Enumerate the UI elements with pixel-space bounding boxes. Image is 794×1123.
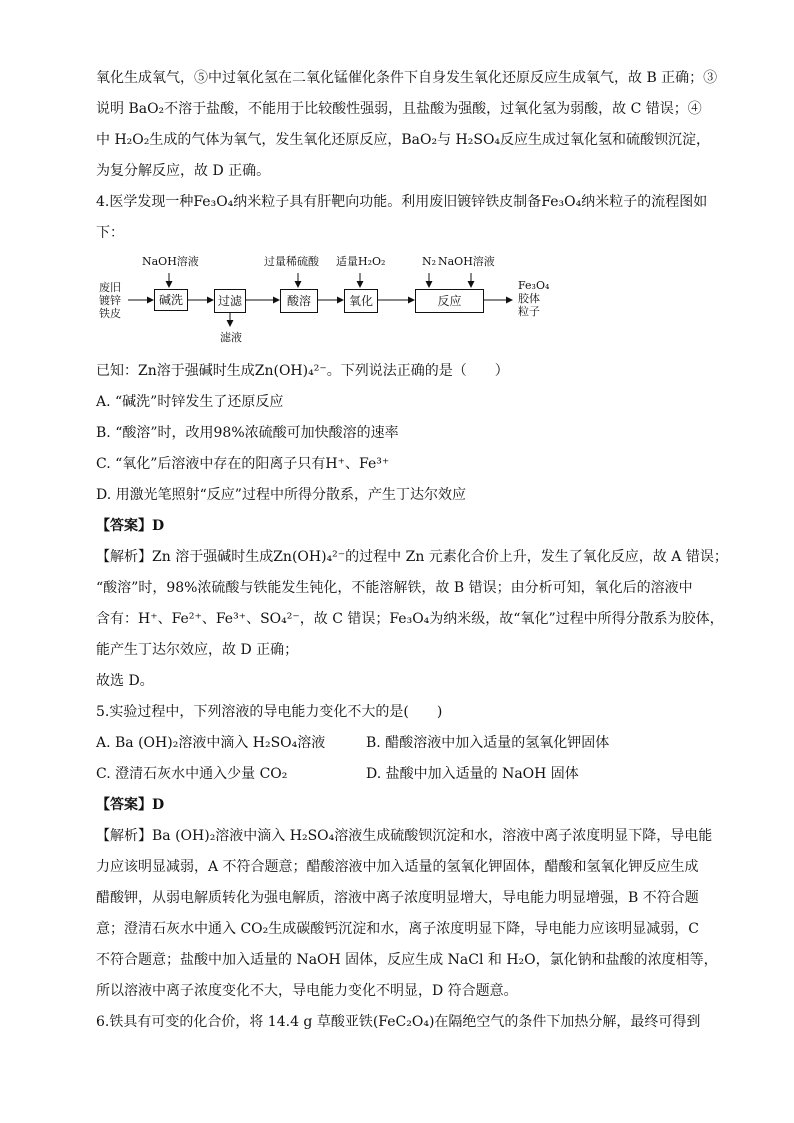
product-line: 胶体: [518, 292, 540, 305]
question-4-stem-cont: 下：: [96, 225, 124, 241]
question-4-known: 已知：Zn溶于强碱时生成Zn(OH)₄²⁻。下列说法正确的是（ ）: [96, 363, 509, 379]
text-line: 为复分解反应，故 D 正确。: [96, 163, 271, 179]
question-5-option-a: A. Ba (OH)₂溶液中滴入 H₂SO₄溶液: [96, 735, 326, 751]
question-6-stem: 6.铁具有可变的化合价，将 14.4 g 草酸亚铁(FeC₂O₄)在隔绝空气的条件下加热分解，最终可得到: [96, 1014, 701, 1030]
question-5-option-d: D. 盐酸中加入适量的 NaOH 固体: [366, 766, 579, 782]
step-alkali-wash-box: 碱洗: [154, 289, 188, 311]
question-4-stem: 4.医学发现一种Fe₃O₄纳米粒子具有肝靶向功能。利用废旧镀锌铁皮制备Fe₃O₄纳米粒子的流程图如: [96, 194, 708, 210]
step-acid-dissolve-box: 酸溶: [280, 289, 318, 313]
question-5-explanation: 【解析】Ba (OH)₂溶液中滴入 H₂SO₄溶液生成硫酸钡沉淀和水，溶液中离子浓度明显下降，导电能: [96, 828, 713, 844]
question-4-option-a: A. “碱洗”时锌发生了还原反应: [96, 394, 284, 410]
product-line: 粒子: [518, 305, 540, 318]
start-line: 废旧: [99, 281, 121, 294]
question-5-explanation: 醋酸钾，从弱电解质转化为强电解质，溶液中离子浓度明显增大，导电能力明显增强，B 不符合题: [96, 890, 699, 906]
question-4-explanation: 【解析】Zn 溶于强碱时生成Zn(OH)₄²⁻的过程中 Zn 元素化合价上升，发生了氧化反应，故 A 错误；: [96, 549, 728, 565]
product-line: Fe₃O₄: [518, 279, 550, 292]
step-oxidation-box: 氧化: [344, 289, 378, 313]
question-5-explanation: 力应该明显减弱，A 不符合题意；醋酸溶液中加入适量的氢氧化钾固体，醋酸和氢氧化钾反应生成: [96, 859, 699, 875]
question-5-explanation: 所以溶液中离子浓度变化不大，导电能力变化不明显，D 符合题意。: [96, 983, 518, 999]
process-flow-diagram: [96, 251, 716, 353]
reagent-dilute-sulfuric-acid-label: 过量稀硫酸: [264, 255, 319, 268]
question-5-options-row-1: [96, 733, 716, 764]
start-material-label: [99, 281, 121, 320]
question-5-options-row-2: [96, 764, 716, 795]
question-4-option-c: C. “氧化”后溶液中存在的阳离子只有H⁺、Fe³⁺: [96, 456, 390, 472]
question-4-option-d: D. 用激光笔照射“反应”过程中所得分散系，产生丁达尔效应: [96, 487, 466, 503]
text-line: 氧化生成氧气，⑤中过氧化氢在二氧化锰催化条件下自身发生氧化还原反应生成氧气，故 B 正确；③: [96, 70, 718, 86]
question-5-answer: 【答案】D: [96, 797, 165, 813]
question-4-explanation: 能产生丁达尔效应，故 D 正确；: [96, 642, 299, 658]
question-4-explanation: “酸溶”时，98%浓硫酸与铁能发生钝化，不能溶解铁，故 B 错误；由分析可知，氧化后的溶液中: [96, 580, 693, 596]
reagent-h2o2-label: 适量H₂O₂: [336, 255, 386, 268]
text-line: 中 H₂O₂生成的气体为氧气，发生氧化还原反应，BaO₂与 H₂SO₄反应生成过氧化氢和硫酸钡沉淀，: [96, 132, 711, 148]
question-5-option-c: C. 澄清石灰水中通入少量 CO₂: [96, 766, 288, 782]
question-5-explanation: 不符合题意；盐酸中加入适量的 NaOH 固体，反应生成 NaCl 和 H₂O，氯化钠和盐酸的浓度相等，: [96, 952, 718, 968]
question-4-explanation: 故选 D。: [96, 673, 154, 689]
reagent-naoh2-label: NaOH溶液: [438, 255, 495, 268]
step-reaction-box: 反应: [415, 289, 484, 313]
question-5-option-b: B. 醋酸溶液中加入适量的氢氧化钾固体: [366, 735, 610, 751]
reagent-n2-label: N₂: [422, 255, 437, 268]
question-4-answer: 【答案】D: [96, 518, 165, 534]
question-5-explanation: 意；澄清石灰水中通入 CO₂生成碳酸钙沉淀和水，离子浓度明显下降，导电能力应该明显减弱，C: [96, 921, 699, 937]
start-line: 铁皮: [99, 307, 121, 320]
question-5-stem: 5.实验过程中，下列溶液的导电能力变化不大的是( ): [96, 704, 443, 720]
question-4-explanation: 含有：H⁺、Fe²⁺、Fe³⁺、SO₄²⁻，故 C 错误；Fe₃O₄为纳米级，故“氧化”过程中所得分散系为胶体，: [96, 611, 724, 627]
text-line: 说明 BaO₂不溶于盐酸，不能用于比较酸性强弱，且盐酸为强酸，过氧化氢为弱酸，故 C 错误；④: [96, 101, 702, 117]
reagent-naoh-label: NaOH溶液: [142, 255, 199, 268]
document-page: [96, 68, 728, 1043]
product-label: [518, 279, 549, 318]
question-4-option-b: B. “酸溶”时，改用98%浓硫酸可加快酸溶的速率: [96, 425, 399, 441]
start-line: 镀锌: [99, 294, 121, 307]
filtrate-label: 滤液: [220, 331, 242, 344]
step-filter-box: 过滤: [214, 289, 246, 313]
